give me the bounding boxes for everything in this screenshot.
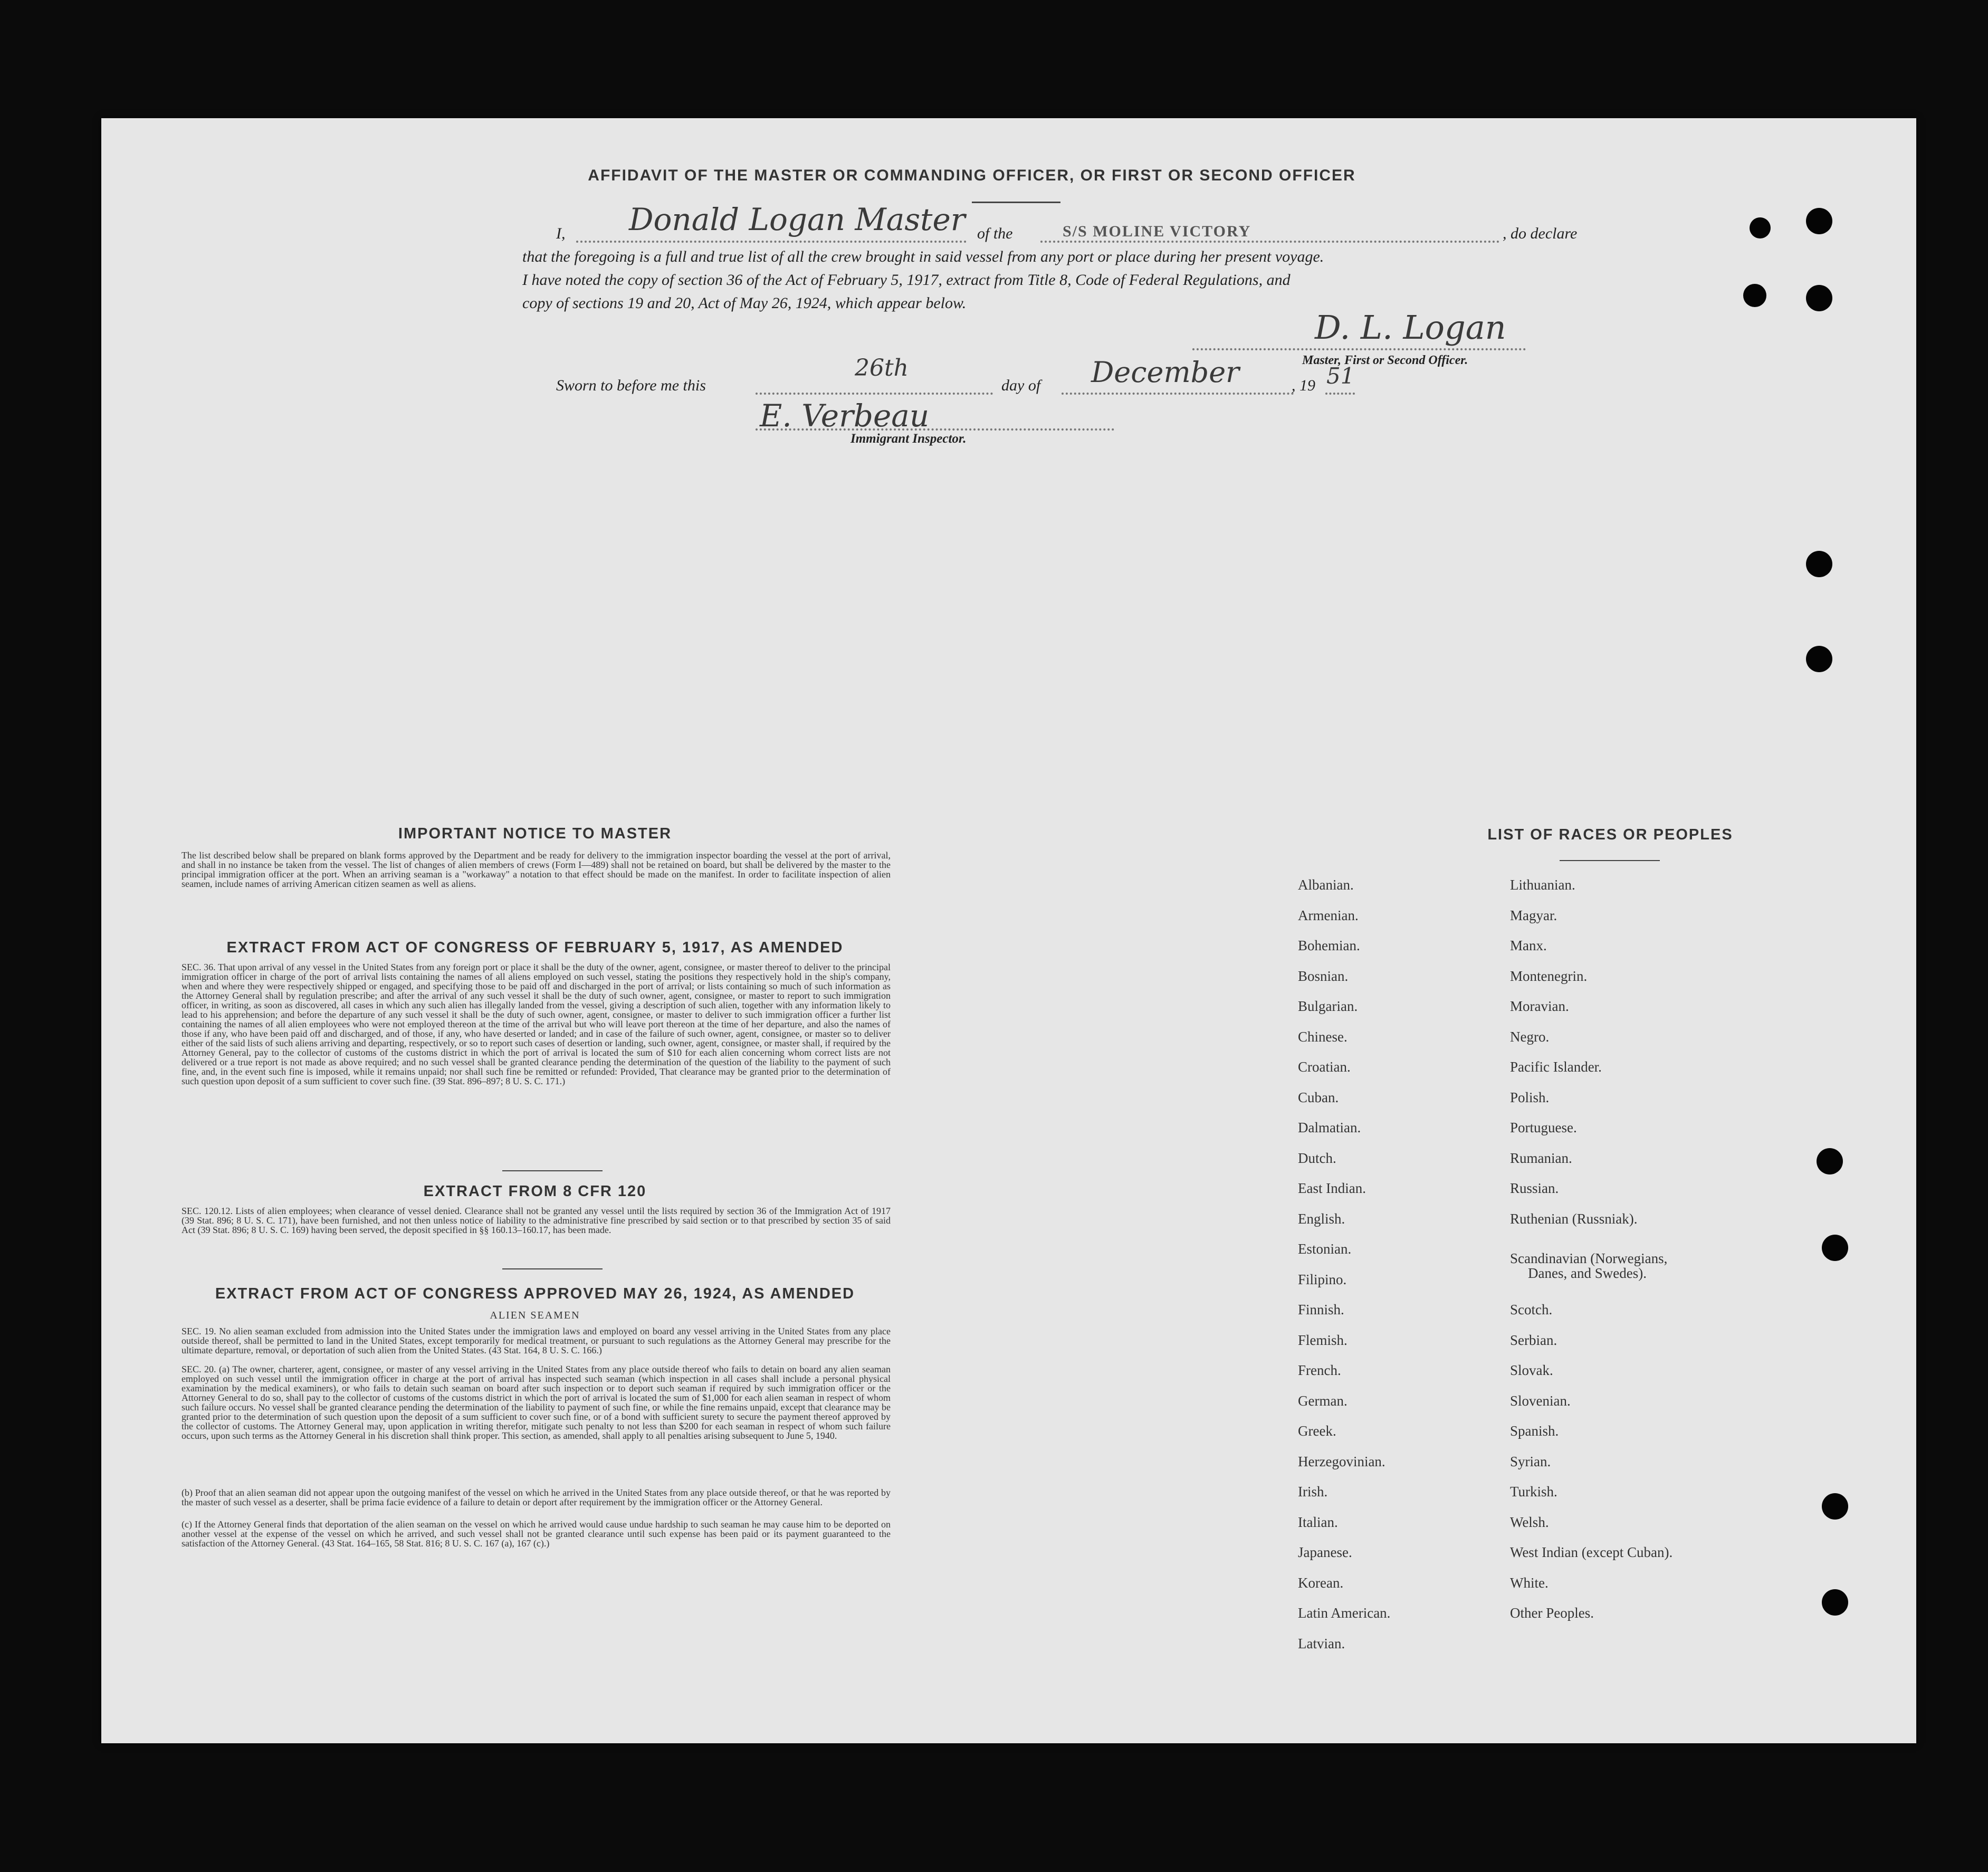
vessel-name-stamp: S/S MOLINE VICTORY [1063,223,1251,240]
race-right-5: Moravian. [1510,998,1569,1014]
race-left-7: Croatian. [1298,1059,1351,1075]
master-signature: D. L. Logan [1315,308,1506,347]
extract-1924-subtitle: ALIEN SEAMEN [490,1310,580,1321]
race-left-15: Finnish. [1298,1302,1344,1317]
race-left-17: French. [1298,1362,1341,1378]
race-left-22: Italian. [1298,1514,1338,1530]
affidavit-line-2: that the foregoing is a full and true list of all the crew brought in said vessel from any port or place during her present voyage. [522,248,1324,265]
notice-body: The list described below shall be prepared on blank forms approved by the Department and be ready for delivery to the immigration inspector boarding the vessel at the port of arrival, and shall in no instance be taken from the vessel. The list of changes of alien members of crews (Form I—489) shall not be retained on board, but shall be delivered by the master to the principal immigration officer at the port. When an arriving seaman is a "workaway" a notation to that effect should be made on the manifest. In order to facilitate inspection of alien seamen, include names of arriving American citizen seamen as well as aliens. [181,850,891,889]
race-right-17: Slovenian. [1510,1393,1571,1409]
race-right-8: Polish. [1510,1090,1550,1105]
race-right-3: Manx. [1510,938,1547,953]
race-right-22: West Indian (except Cuban). [1510,1544,1673,1560]
of-the-label: of the [977,225,1013,242]
extract-cfr-body: SEC. 120.12. Lists of alien employees; when clearance of vessel denied. Clearance shall not be granted any vessel until the lists required by section 36 of the Immigration Act of 1917 (39 Stat. 896; 8 U. S. C. 171), have been furnished, and not then unless notice of liability to the administrative fine prescribed by said section or to that prescribed by section 35 of said Act (39 Stat. 896; 8 U. S. C. 169) having been served, the deposit specified in §§ 160.13–160.17, has been made. [181,1206,891,1235]
race-right-4: Montenegrin. [1510,968,1588,984]
race-right-14: Scotch. [1510,1302,1553,1317]
race-left-3: Bohemian. [1298,938,1360,953]
year-line [1325,393,1355,395]
race-right-16: Slovak. [1510,1362,1553,1378]
affidavit-i-label: I, [556,225,566,242]
race-right-7: Pacific Islander. [1510,1059,1602,1075]
do-declare-label: , do declare [1503,225,1578,242]
day-of-label: day of [1001,377,1041,394]
race-left-16: Flemish. [1298,1332,1347,1348]
race-right-24: Other Peoples. [1510,1605,1594,1621]
inspector-signature: E. Verbeau [760,398,930,434]
race-left-5: Bulgarian. [1298,998,1358,1014]
sworn-label: Sworn to before me this [556,377,706,394]
binder-hole [1817,1148,1843,1174]
extract-1924-sec20c: (c) If the Attorney General finds that deportation of the alien seaman on the vessel on which he arrived would cause undue hardship to such seaman he may cause him to be deported on another vessel at the expense of the vessel on which he arrived, and such vessel shall not be granted clearance until such expense has been paid or its payment guaranteed to the satisfaction of the Attorney General. (43 Stat. 164–165, 58 Stat. 816; 8 U. S. C. 167 (a), 167 (c).) [181,1519,891,1549]
signer-name-handwritten: Donald Logan Master [629,202,966,237]
race-left-1: Albanian. [1298,877,1354,893]
race-left-23: Japanese. [1298,1544,1352,1560]
extract-1924-sec20b: (b) Proof that an alien seaman did not appear upon the outgoing manifest of the vessel on which he arrived in the United States from any place outside thereof, or that he was reported by the master of such vessel as a deserter, shall be prima facie evidence of a failure to detain or deport after requirement by the immigration officer or the Attorney General. [181,1487,891,1507]
race-right-1: Lithuanian. [1510,877,1575,893]
binder-hole [1806,551,1832,577]
master-caption: Master, First or Second Officer. [1302,354,1468,367]
extract-1924-title: EXTRACT FROM ACT OF CONGRESS APPROVED MAY 26, 1924, AS AMENDED [215,1285,855,1302]
race-right-6: Negro. [1510,1029,1550,1045]
race-right-20: Turkish. [1510,1484,1557,1499]
race-left-18: German. [1298,1393,1347,1409]
day-line [756,393,993,395]
race-left-13: Estonian. [1298,1241,1352,1257]
binder-hole [1806,285,1832,311]
affidavit-line-3: I have noted the copy of section 36 of the Act of February 5, 1917, extract from Title 8, Code of Federal Regulations, and [522,271,1291,289]
document-page [101,118,1916,1743]
race-left-19: Greek. [1298,1423,1336,1439]
race-left-6: Chinese. [1298,1029,1347,1045]
race-left-24: Korean. [1298,1575,1344,1591]
race-right-19: Syrian. [1510,1454,1551,1469]
race-right-11: Russian. [1510,1180,1559,1196]
race-left-4: Bosnian. [1298,968,1349,984]
day-handwritten: 26th [855,355,909,381]
binder-hole [1806,646,1832,672]
month-line [1062,393,1294,395]
extract-1917-title: EXTRACT FROM ACT OF CONGRESS OF FEBRUARY 5, 1917, AS AMENDED [226,939,844,956]
races-title: LIST OF RACES OR PEOPLES [1487,826,1733,843]
race-left-10: Dutch. [1298,1150,1336,1166]
race-left-11: East Indian. [1298,1180,1366,1196]
master-signature-line [1192,348,1526,350]
inspector-caption: Immigrant Inspector. [850,432,967,446]
year-handwritten: 51 [1326,363,1355,389]
race-right-21: Welsh. [1510,1514,1549,1530]
signer-line [576,241,967,243]
affidavit-line-4: copy of sections 19 and 20, Act of May 26, 1924, which appear below. [522,294,967,312]
race-right-12: Ruthenian (Russniak). [1510,1211,1638,1227]
binder-hole [1806,208,1832,234]
race-left-21: Irish. [1298,1484,1328,1499]
extract-cfr-title: EXTRACT FROM 8 CFR 120 [423,1183,647,1200]
binder-hole [1750,217,1771,238]
race-right-13: Scandinavian (Norwegians, [1510,1250,1668,1266]
race-left-26: Latvian. [1298,1636,1345,1651]
binder-hole [1822,1493,1848,1520]
race-right-18: Spanish. [1510,1423,1559,1439]
race-left-8: Cuban. [1298,1090,1339,1105]
race-right-15: Serbian. [1510,1332,1557,1348]
race-right-13-cont: Danes, and Swedes). [1528,1265,1647,1281]
extract-1924-sec19: SEC. 19. No alien seaman excluded from admission into the United States under the immigration laws and employed on board any vessel arriving in the United States from any place outside thereof, shall be permitted to land in the United States, except temporarily for medical treatment, or pursuant to such regulations as the Attorney General may prescribe for the ultimate departure, removal, or deportation of such alien from the United States. (43 Stat. 164, 8 U. S. C. 166.) [181,1326,891,1355]
divider [502,1170,603,1171]
race-left-20: Herzegovinian. [1298,1454,1385,1469]
extract-1924-sec20a: SEC. 20. (a) The owner, charterer, agent, consignee, or master of any vessel arriving in the United States from any place outside thereof who fails to detain on board any alien seaman employed on such vessel until the immigration officer in charge at the port of arrival has inspected such seaman (which inspection in all cases shall include a personal physical examination by the medical examiners), or who fails to detain such seaman on board after such inspection or to deport such seaman if required by such immigration officer or the Attorney General to do so, shall pay to the collector of customs of the customs district in which the port of arrival is located the sum of $1,000 for each alien seaman in respect of whom such failure occurs. No vessel shall be granted clearance pending the determination of the liability to payment of such fine, or while the fine remains unpaid, except that clearance may be granted prior to the determination of such question upon the deposit of a sum sufficient to cover such fine, or of a bond with sufficient surety to secure the payment thereof approved by the collector of customs. The Attorney General may, upon application in writing therefor, mitigate such penalty to not less than $200 for each seaman in respect of whom such failure occurs, upon such terms as the Attorney General in his discretion shall think proper. This section, as amended, shall apply to all penalties arising subsequent to June 5, 1940. [181,1364,891,1441]
extract-1917-body: SEC. 36. That upon arrival of any vessel in the United States from any foreign port or place it shall be the duty of the owner, agent, consignee, or master thereof to deliver to the principal immigration officer in charge of the port of arrival lists containing the names of all aliens employed on such vessel, stating the positions they respectively hold in the ship's company, when and where they were respectively shipped or engaged, and specifying those to be paid off and discharged in the port of arrival; or lists containing so much of such information as the Attorney General shall by regulation prescribe; and after the arrival of any such vessel it shall be the duty of such owner, agent, consignee, or master to report to such immigration officer, in writing, as soon as discovered, all cases in which any such alien has illegally landed from the vessel, giving a description of such alien, together with any information likely to lead to his apprehension; and before the departure of any such vessel it shall be the duty of such owner, agent, consignee, or master to deliver to such immigration officer a further list containing the names of all alien employees who were not employed thereon at the time of the arrival but who will leave port thereon at the time of her departure, and also the names of those if any, who have been paid off and discharged, and of those, if any, who have deserted or landed; and in case of the failure of such owner, agent, consignee, or master so to deliver either of the said lists of such aliens arriving and departing, respectively, or so to report such cases of desertion or landing, such owner, agent, consignee, or master shall, if required by the Attorney General, pay to the collector of customs of the customs district in which the port of arrival is located the sum of $10 for each alien concerning whom correct lists are not delivered or a true report is not made as above required; and no such vessel shall be granted clearance pending the determination of the question of the liability to the payment of such fine, and, in the event such fine is imposed, while it remains unpaid; nor shall such fine be remitted or refunded: Provided, That clearance may be granted prior to the determination of such question upon deposit of a sum sufficient to cover such fine. (39 Stat. 896–897; 8 U. S. C. 171.) [181,962,891,1086]
race-left-14: Filipino. [1298,1272,1347,1287]
divider [1560,860,1660,861]
race-right-10: Rumanian. [1510,1150,1572,1166]
divider [972,202,1060,203]
binder-hole [1822,1589,1848,1616]
binder-hole [1743,284,1766,307]
vessel-line [1040,241,1499,243]
race-right-2: Magyar. [1510,908,1557,923]
race-right-23: White. [1510,1575,1549,1591]
race-right-9: Portuguese. [1510,1120,1577,1135]
race-left-2: Armenian. [1298,908,1359,923]
affidavit-title: AFFIDAVIT OF THE MASTER OR COMMANDING OFFICER, OR FIRST OR SECOND OFFICER [588,167,1356,184]
race-left-25: Latin American. [1298,1605,1391,1621]
race-left-9: Dalmatian. [1298,1120,1361,1135]
binder-hole [1822,1235,1848,1261]
notice-title: IMPORTANT NOTICE TO MASTER [398,825,672,842]
divider [502,1268,603,1269]
race-left-12: English. [1298,1211,1345,1227]
month-handwritten: December [1091,356,1239,389]
year-prefix: , 19 [1292,377,1315,394]
